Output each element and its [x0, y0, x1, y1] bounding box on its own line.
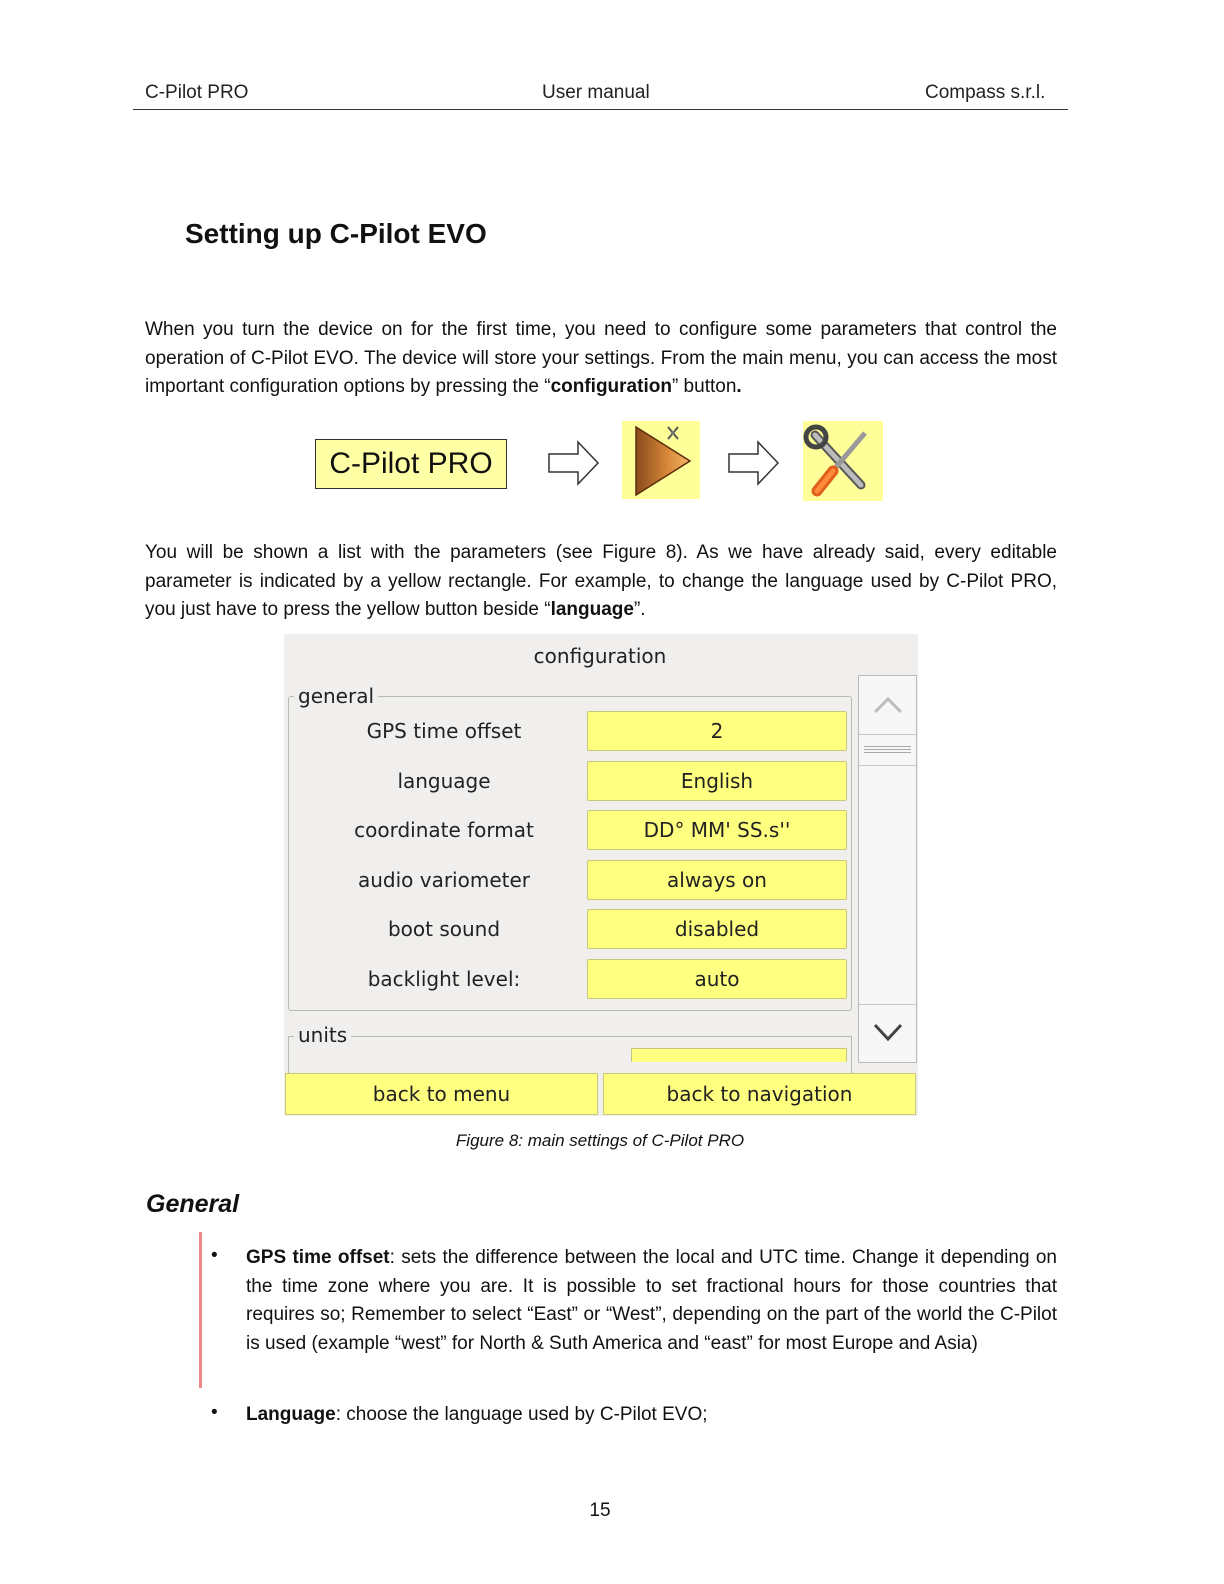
bullet-marker: •	[211, 1245, 218, 1266]
page-number: 15	[589, 1500, 611, 1521]
header-left: C-Pilot PRO	[145, 82, 249, 103]
scrollbar[interactable]	[858, 675, 917, 1063]
scrollbar-thumb[interactable]	[859, 734, 916, 766]
backlight-level-label: backlight level:	[367, 967, 521, 991]
page-title: Setting up C-Pilot EVO	[185, 218, 487, 249]
cpilot-label-box: C-Pilot PRO	[315, 439, 507, 489]
back-to-navigation-button[interactable]: back to navigation	[603, 1073, 916, 1115]
units-first-button-partial[interactable]	[631, 1048, 847, 1062]
chevron-up-icon[interactable]	[873, 696, 903, 714]
general-group-label: general	[294, 684, 378, 708]
boot-sound-label: boot sound	[387, 917, 501, 941]
screen-title: configuration	[533, 644, 667, 668]
coordinate-format-label: coordinate format	[354, 818, 534, 842]
menu-play-icon	[622, 421, 700, 499]
chevron-down-icon[interactable]	[873, 1022, 903, 1042]
arrow-right-icon	[728, 440, 780, 486]
bullet-marker: •	[211, 1402, 218, 1423]
units-group-label: units	[294, 1023, 351, 1047]
back-to-menu-button[interactable]: back to menu	[285, 1073, 598, 1115]
language-button[interactable]: English	[587, 761, 847, 801]
configuration-screen	[284, 634, 918, 1116]
audio-variometer-label: audio variometer	[357, 868, 531, 892]
revision-bar	[199, 1232, 202, 1388]
tools-icon	[803, 421, 883, 501]
language-label: language	[397, 769, 491, 793]
list-item-gps-time-offset: GPS time offset: sets the difference between the local and UTC time. Change it depending on the time zone where you are. It is possible to set fractional hours for those countries that requires so; Remember to select “East” or “West”, depending on the part of the world the C-Pilot is used (example “west” for North & Suth America and “east” for most Europe and Asia)	[246, 1247, 1057, 1354]
coordinate-format-button[interactable]: DD° MM' SS.s''	[587, 810, 847, 850]
backlight-level-button[interactable]: auto	[587, 959, 847, 999]
header-center: User manual	[542, 82, 650, 103]
header-right: Compass s.r.l.	[925, 82, 1046, 103]
header-divider	[133, 109, 1068, 110]
second-paragraph: You will be shown a list with the parameters (see Figure 8). As we have already said, every editable parameter is indicated by a yellow rectangle. For example, to change the language used by C-Pilot PRO, you just have to press the yellow button beside “language”.	[145, 542, 1057, 621]
arrow-right-icon	[548, 440, 600, 486]
figure-caption: Figure 8: main settings of C-Pilot PRO	[455, 1131, 745, 1150]
audio-variometer-button[interactable]: always on	[587, 860, 847, 900]
gps-time-offset-button[interactable]: 2	[587, 711, 847, 751]
boot-sound-button[interactable]: disabled	[587, 909, 847, 949]
section-heading: General	[146, 1190, 240, 1218]
list-item-language: Language: choose the language used by C-Pilot EVO;	[246, 1404, 708, 1425]
gps-time-offset-label: GPS time offset	[366, 719, 522, 743]
intro-paragraph: When you turn the device on for the first time, you need to configure some parameters that control the operation of C-Pilot EVO. The device will store your settings. From the main menu, you can access the most important configuration options by pressing the “configuration” button.	[145, 319, 1057, 398]
